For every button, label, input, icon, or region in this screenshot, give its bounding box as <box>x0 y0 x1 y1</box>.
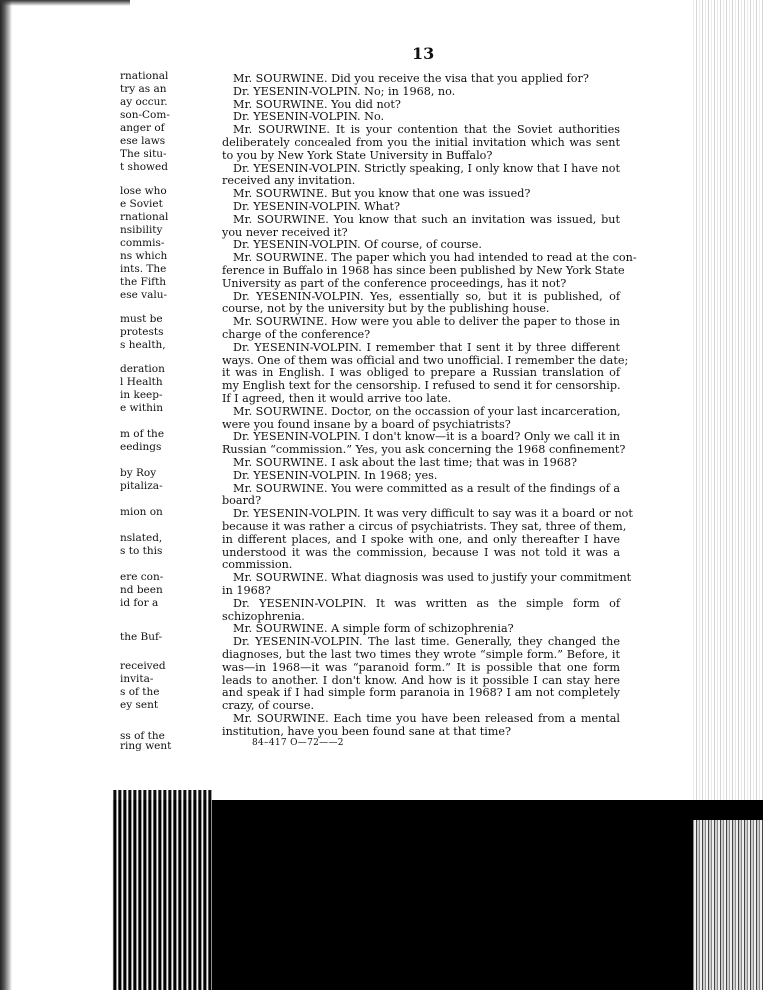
margin-fragment: try as an <box>120 83 167 95</box>
transcript-line: Mr. SOURWINE. Did you receive the visa that you applied for? <box>233 72 589 85</box>
margin-fragment: the Buf- <box>120 631 163 643</box>
transcript-line: crazy, of course. <box>222 699 315 713</box>
margin-fragment: must be <box>120 313 163 325</box>
transcript-line: Mr. SOURWINE. Each time you have been released from a mental <box>233 712 620 725</box>
margin-fragment: ay occur. <box>120 96 168 108</box>
margin-fragment: ints. The <box>120 263 167 275</box>
margin-fragment: lose who <box>120 185 167 197</box>
margin-fragment: mion on <box>120 506 163 518</box>
margin-fragment: anger of <box>120 122 165 134</box>
transcript-line: ways. One of them was official and two unofficial. I remember the date; <box>222 353 629 367</box>
margin-fragment: pitaliza- <box>120 480 163 492</box>
margin-fragment: commis- <box>120 237 165 249</box>
transcript-line: were you found insane by a board of psychiatrists? <box>222 417 511 431</box>
transcript-line: Mr. SOURWINE. A simple form of schizophrenia? <box>233 622 514 636</box>
margin-fragment: invita- <box>120 673 154 685</box>
transcript-line: Mr. SOURWINE. You know that such an invitation was issued, but <box>233 212 620 226</box>
scan-edge-top <box>0 0 130 6</box>
transcript-line: Mr. SOURWINE. But you know that one was issued? <box>233 187 531 201</box>
transcript-line: Dr. YESENIN-VOLPIN. It was written as the simple form of <box>233 596 620 610</box>
margin-fragment: protests <box>120 326 164 338</box>
transcript-line: Dr. YESENIN-VOLPIN. Of course, of course. <box>233 238 482 252</box>
margin-fragment: s of the <box>120 686 160 698</box>
transcript-line: to you by New York State University in Buffalo? <box>222 148 493 162</box>
transcript-line: Dr. YESENIN-VOLPIN. I remember that I sent it by three different <box>233 340 620 354</box>
margin-fragment: t showed <box>120 161 168 173</box>
transcript-line: deliberately concealed from you the initial invitation which was sent <box>222 136 620 149</box>
margin-fragment: received <box>120 660 166 672</box>
transcript-line: charge of the conference? <box>222 328 371 341</box>
transcript-line: diagnoses, but the last two times they wrote “simple form.” Before, it <box>222 648 620 661</box>
margin-fragment: s health, <box>120 339 166 351</box>
margin-fragment: in keep- <box>120 389 163 401</box>
transcript-line: If I agreed, then it would arrive too late. <box>222 392 452 405</box>
transcript-line: Dr. YESENIN-VOLPIN. It was very difficult to say was it a board or not <box>233 507 633 521</box>
transcript-line: Dr. YESENIN-VOLPIN. I don't know—it is a board? Only we call it in <box>233 430 620 444</box>
transcript-line: Dr. YESENIN-VOLPIN. No. <box>233 110 385 124</box>
transcript-line: my English text for the censorship. I refused to send it for censorship. <box>222 379 621 393</box>
transcript-line: in 1968? <box>222 584 271 597</box>
transcript-line: Mr. SOURWINE. You did not? <box>233 97 401 111</box>
margin-fragment: nslated, <box>120 532 163 544</box>
transcript-line: you never received it? <box>222 225 348 239</box>
page-number: 13 <box>412 44 435 63</box>
transcript-line: institution, have you been found sane at that time? <box>222 724 512 738</box>
transcript-line: University as part of the conference proceedings, has it not? <box>222 276 567 290</box>
transcript-line: Dr. YESENIN-VOLPIN. What? <box>233 200 401 213</box>
transcript-line: Mr. SOURWINE. What diagnosis was used to justify your commitment <box>233 571 632 585</box>
transcript-line: leads to another. I don't know. And how is it possible I can stay here <box>222 673 620 687</box>
margin-fragment: e Soviet <box>120 198 163 210</box>
transcript-line: Mr. SOURWINE. I ask about the last time; that was in 1968? <box>233 456 577 469</box>
transcript-line: because it was rather a circus of psychiatrists. They sat, three of them, <box>222 520 627 533</box>
margin-fragment: rnational <box>120 211 169 223</box>
transcript-line: in different places, and I spoke with one, and only thereafter I have <box>222 532 620 546</box>
margin-fragment: by Roy <box>120 467 157 479</box>
margin-fragment: ring went <box>120 740 172 752</box>
margin-fragment: s to this <box>120 545 163 557</box>
transcript-line: Dr. YESENIN-VOLPIN. The last time. Generally, they changed the <box>233 635 620 649</box>
transcript-line: and speak if I had simple form paranoia in 1968? I am not completely <box>222 686 620 700</box>
margin-fragment: the Fifth <box>120 276 167 288</box>
transcript-line: it was in English. I was obliged to prepare a Russian translation of <box>222 366 620 380</box>
margin-fragment: nsibility <box>120 224 163 236</box>
transcript-line: commission. <box>222 558 293 572</box>
margin-fragment: ese laws <box>120 135 166 147</box>
margin-fragment: nd been <box>120 584 163 596</box>
transcript-line: received any invitation. <box>222 174 356 188</box>
margin-fragment: rnational <box>120 70 169 82</box>
transcript-line: Dr. YESENIN-VOLPIN. No; in 1968, no. <box>233 84 456 98</box>
margin-fragment: m of the <box>120 428 165 440</box>
margin-fragment: id for a <box>120 597 159 609</box>
transcript-line: Mr. SOURWINE. You were committed as a result of the findings of a <box>233 481 621 495</box>
scan-edge-left <box>0 0 12 990</box>
transcript-line: board? <box>222 494 262 508</box>
transcript-line: course, not by the university but by the publishing house. <box>222 302 550 316</box>
margin-fragment: l Health <box>120 376 163 388</box>
margin-fragment: ese valu- <box>120 289 168 301</box>
margin-fragment: The situ- <box>120 148 167 160</box>
transcript-line: Mr. SOURWINE. Doctor, on the occassion of your last incarceration, <box>233 404 621 418</box>
transcript-line: ference in Buffalo in 1968 has since been published by New York State <box>222 264 625 277</box>
transcript-line: Dr. YESENIN-VOLPIN. Yes, essentially so, but it is published, of <box>233 289 620 303</box>
transcript-line: schizophrenia. <box>222 609 305 623</box>
margin-fragment: ss of the <box>120 730 165 742</box>
margin-fragment: deration <box>120 363 165 375</box>
transcript-line: understood it was the commission, because I was not told it was a <box>222 545 620 559</box>
print-code: 84–417 O—72——2 <box>252 738 344 748</box>
scan-noise-bottom-left <box>112 790 212 990</box>
transcript-line: Dr. YESENIN-VOLPIN. Strictly speaking, I only know that I have not <box>233 161 620 175</box>
transcript-line: Russian “commission.” Yes, you ask concerning the 1968 confinement? <box>222 443 626 457</box>
scan-noise-bottom-right <box>693 820 763 990</box>
margin-fragment: ey sent <box>120 699 159 711</box>
margin-fragment: eedings <box>120 441 162 453</box>
transcript-line: Mr. SOURWINE. How were you able to deliver the paper to those in <box>233 315 620 329</box>
margin-fragment: e within <box>120 402 163 414</box>
transcript-line: Mr. SOURWINE. It is your contention that the Soviet authorities <box>233 123 620 137</box>
transcript-line: was—in 1968—it was “paranoid form.” It is possible that one form <box>222 660 620 674</box>
margin-fragment: ere con- <box>120 571 164 583</box>
transcript-line: Mr. SOURWINE. The paper which you had intended to read at the con- <box>233 251 637 265</box>
margin-fragment: ns which <box>120 250 168 262</box>
margin-fragment: son-Com- <box>120 109 170 121</box>
transcript-line: Dr. YESENIN-VOLPIN. In 1968; yes. <box>233 468 438 482</box>
